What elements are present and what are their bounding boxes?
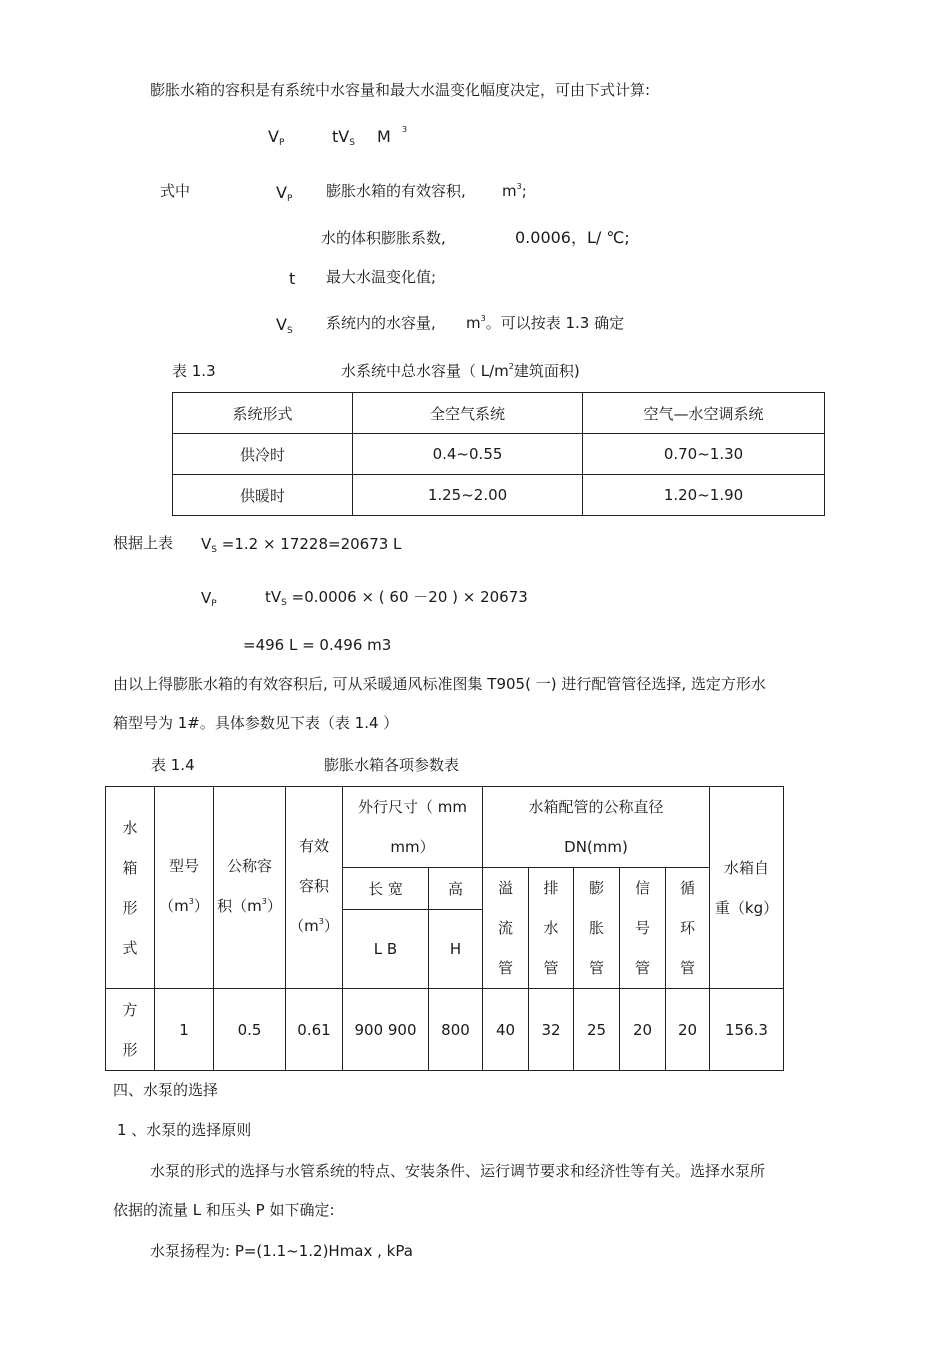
- table13-caption-number: 表 1.3: [172, 362, 216, 380]
- formula-unit-sup: 3: [402, 125, 408, 134]
- table-header-cell: 空气—水空调系统: [583, 393, 825, 434]
- where-t-desc: 最大水温变化值;: [326, 268, 437, 286]
- table-header-cell: 水箱自 重（kg）: [710, 787, 784, 989]
- where-vs-symbol: $V_S$: [276, 315, 293, 336]
- table-header-cell: 水箱配管的公称直径 DN(mm): [483, 787, 710, 868]
- table-header-cell: 型号 $(m^3)$: [155, 787, 214, 989]
- where-vs-unit: $m^3$。可以按表 1.3 确定: [466, 314, 625, 332]
- table14-caption-title: 膨胀水箱各项参数表: [324, 756, 460, 774]
- table-header-cell: 系统形式: [173, 393, 353, 434]
- table-cell: 20: [620, 989, 666, 1071]
- paragraph-line: 水泵的形式的选择与水管系统的特点、安装条件、运行调节要求和经济性等有关。选择水泵所: [150, 1162, 766, 1180]
- table-header-cell: 信 号 管: [620, 868, 666, 989]
- table-header-cell: 膨 胀 管: [574, 868, 620, 989]
- where-vp-symbol: $V_P$: [276, 183, 293, 204]
- table-header-cell: 有效 容积 $(m^3)$: [286, 787, 343, 989]
- paragraph-line: 依据的流量 L 和压头 P 如下确定:: [113, 1201, 335, 1219]
- table14-caption-number: 表 1.4: [151, 756, 195, 774]
- table-header-cell: 循 环 管: [666, 868, 710, 989]
- expansion-tank-table: [105, 786, 784, 1071]
- table13-caption-title: 水系统中总水容量（ $L/m^2$建筑面积): [341, 362, 580, 380]
- table-header-cell: 高: [429, 868, 483, 910]
- where-t-symbol: t: [289, 269, 296, 288]
- table-header-cell: 全空气系统: [353, 393, 583, 434]
- table-cell: 25: [574, 989, 620, 1071]
- table-header-cell: 长 宽: [343, 868, 429, 910]
- table-header-row: [106, 787, 784, 828]
- calc-vp-expr: $tV_S =0.0006$ × ( 60 －20 ) × 20673: [265, 588, 528, 608]
- table-cell: 32: [529, 989, 574, 1071]
- water-volume-table: [172, 392, 825, 516]
- table-row: [173, 434, 825, 475]
- where-alpha-desc: 水的体积膨胀系数,: [321, 229, 446, 247]
- where-vs-desc: 系统内的水容量,: [326, 314, 436, 332]
- where-vp-unit: $m^3$;: [502, 182, 527, 200]
- table-cell: 供冷时: [173, 434, 353, 475]
- table-cell: 0.4~0.55: [353, 434, 583, 475]
- pump-head-formula: 水泵扬程为: P=(1.1~1.2)Hmax , kPa: [150, 1242, 413, 1260]
- table-header-cell: 水 箱 形 式: [106, 787, 155, 989]
- paragraph-line: 由以上得膨胀水箱的有效容积后, 可从采暖通风标准图集 T905( 一) 进行配管管径选择, 选定方形水: [113, 675, 766, 693]
- where-alpha-value: 0.0006，L/ ℃;: [515, 228, 630, 247]
- table-cell: 0.61: [286, 989, 343, 1071]
- table-cell: 0.70~1.30: [583, 434, 825, 475]
- formula-tvs: $tV_S$: [332, 127, 355, 148]
- where-label: 式中: [160, 182, 191, 200]
- paragraph-line: 箱型号为 1#。具体参数见下表（表 1.4 ）: [113, 714, 399, 732]
- table-cell: 1.25~2.00: [353, 475, 583, 516]
- calc-vs-line: $V_S =1.2 \times 17228=20673$ L: [201, 535, 402, 555]
- table-row: [173, 475, 825, 516]
- calc-vp-symbol: $V_P$: [201, 589, 217, 609]
- table-header-cell: L B: [343, 910, 429, 989]
- table-header-cell: 外行尺寸（ mm mm）: [343, 787, 483, 868]
- table-cell: 156.3: [710, 989, 784, 1071]
- table-cell: 供暖时: [173, 475, 353, 516]
- calc-label: 根据上表: [113, 534, 174, 552]
- table-cell: 1: [155, 989, 214, 1071]
- table-header-cell: 公称容 积$(m^3)$: [214, 787, 286, 989]
- table-cell: 1.20~1.90: [583, 475, 825, 516]
- table-header-cell: 溢 流 管: [483, 868, 529, 989]
- table-cell: 800: [429, 989, 483, 1071]
- calc-result: =496 L = 0.496 m3: [243, 636, 392, 654]
- table-cell: 20: [666, 989, 710, 1071]
- formula-unit: M: [377, 127, 391, 146]
- table-cell: 0.5: [214, 989, 286, 1071]
- subsection-heading: 1 、水泵的选择原则: [117, 1121, 252, 1139]
- where-vp-desc: 膨胀水箱的有效容积,: [326, 182, 466, 200]
- formula-vp: $V_P$: [268, 127, 285, 148]
- section-heading: 四、水泵的选择: [113, 1081, 219, 1099]
- table-row: [106, 989, 784, 1071]
- table-header-cell: 排 水 管: [529, 868, 574, 989]
- table-header-row: [173, 393, 825, 434]
- intro-text: 膨胀水箱的容积是有系统中水容量和最大水温变化幅度决定，可由下式计算:: [150, 81, 651, 99]
- table-cell: 900 900: [343, 989, 429, 1071]
- table-cell: 方 形: [106, 989, 155, 1071]
- table-cell: 40: [483, 989, 529, 1071]
- table-header-cell: H: [429, 910, 483, 989]
